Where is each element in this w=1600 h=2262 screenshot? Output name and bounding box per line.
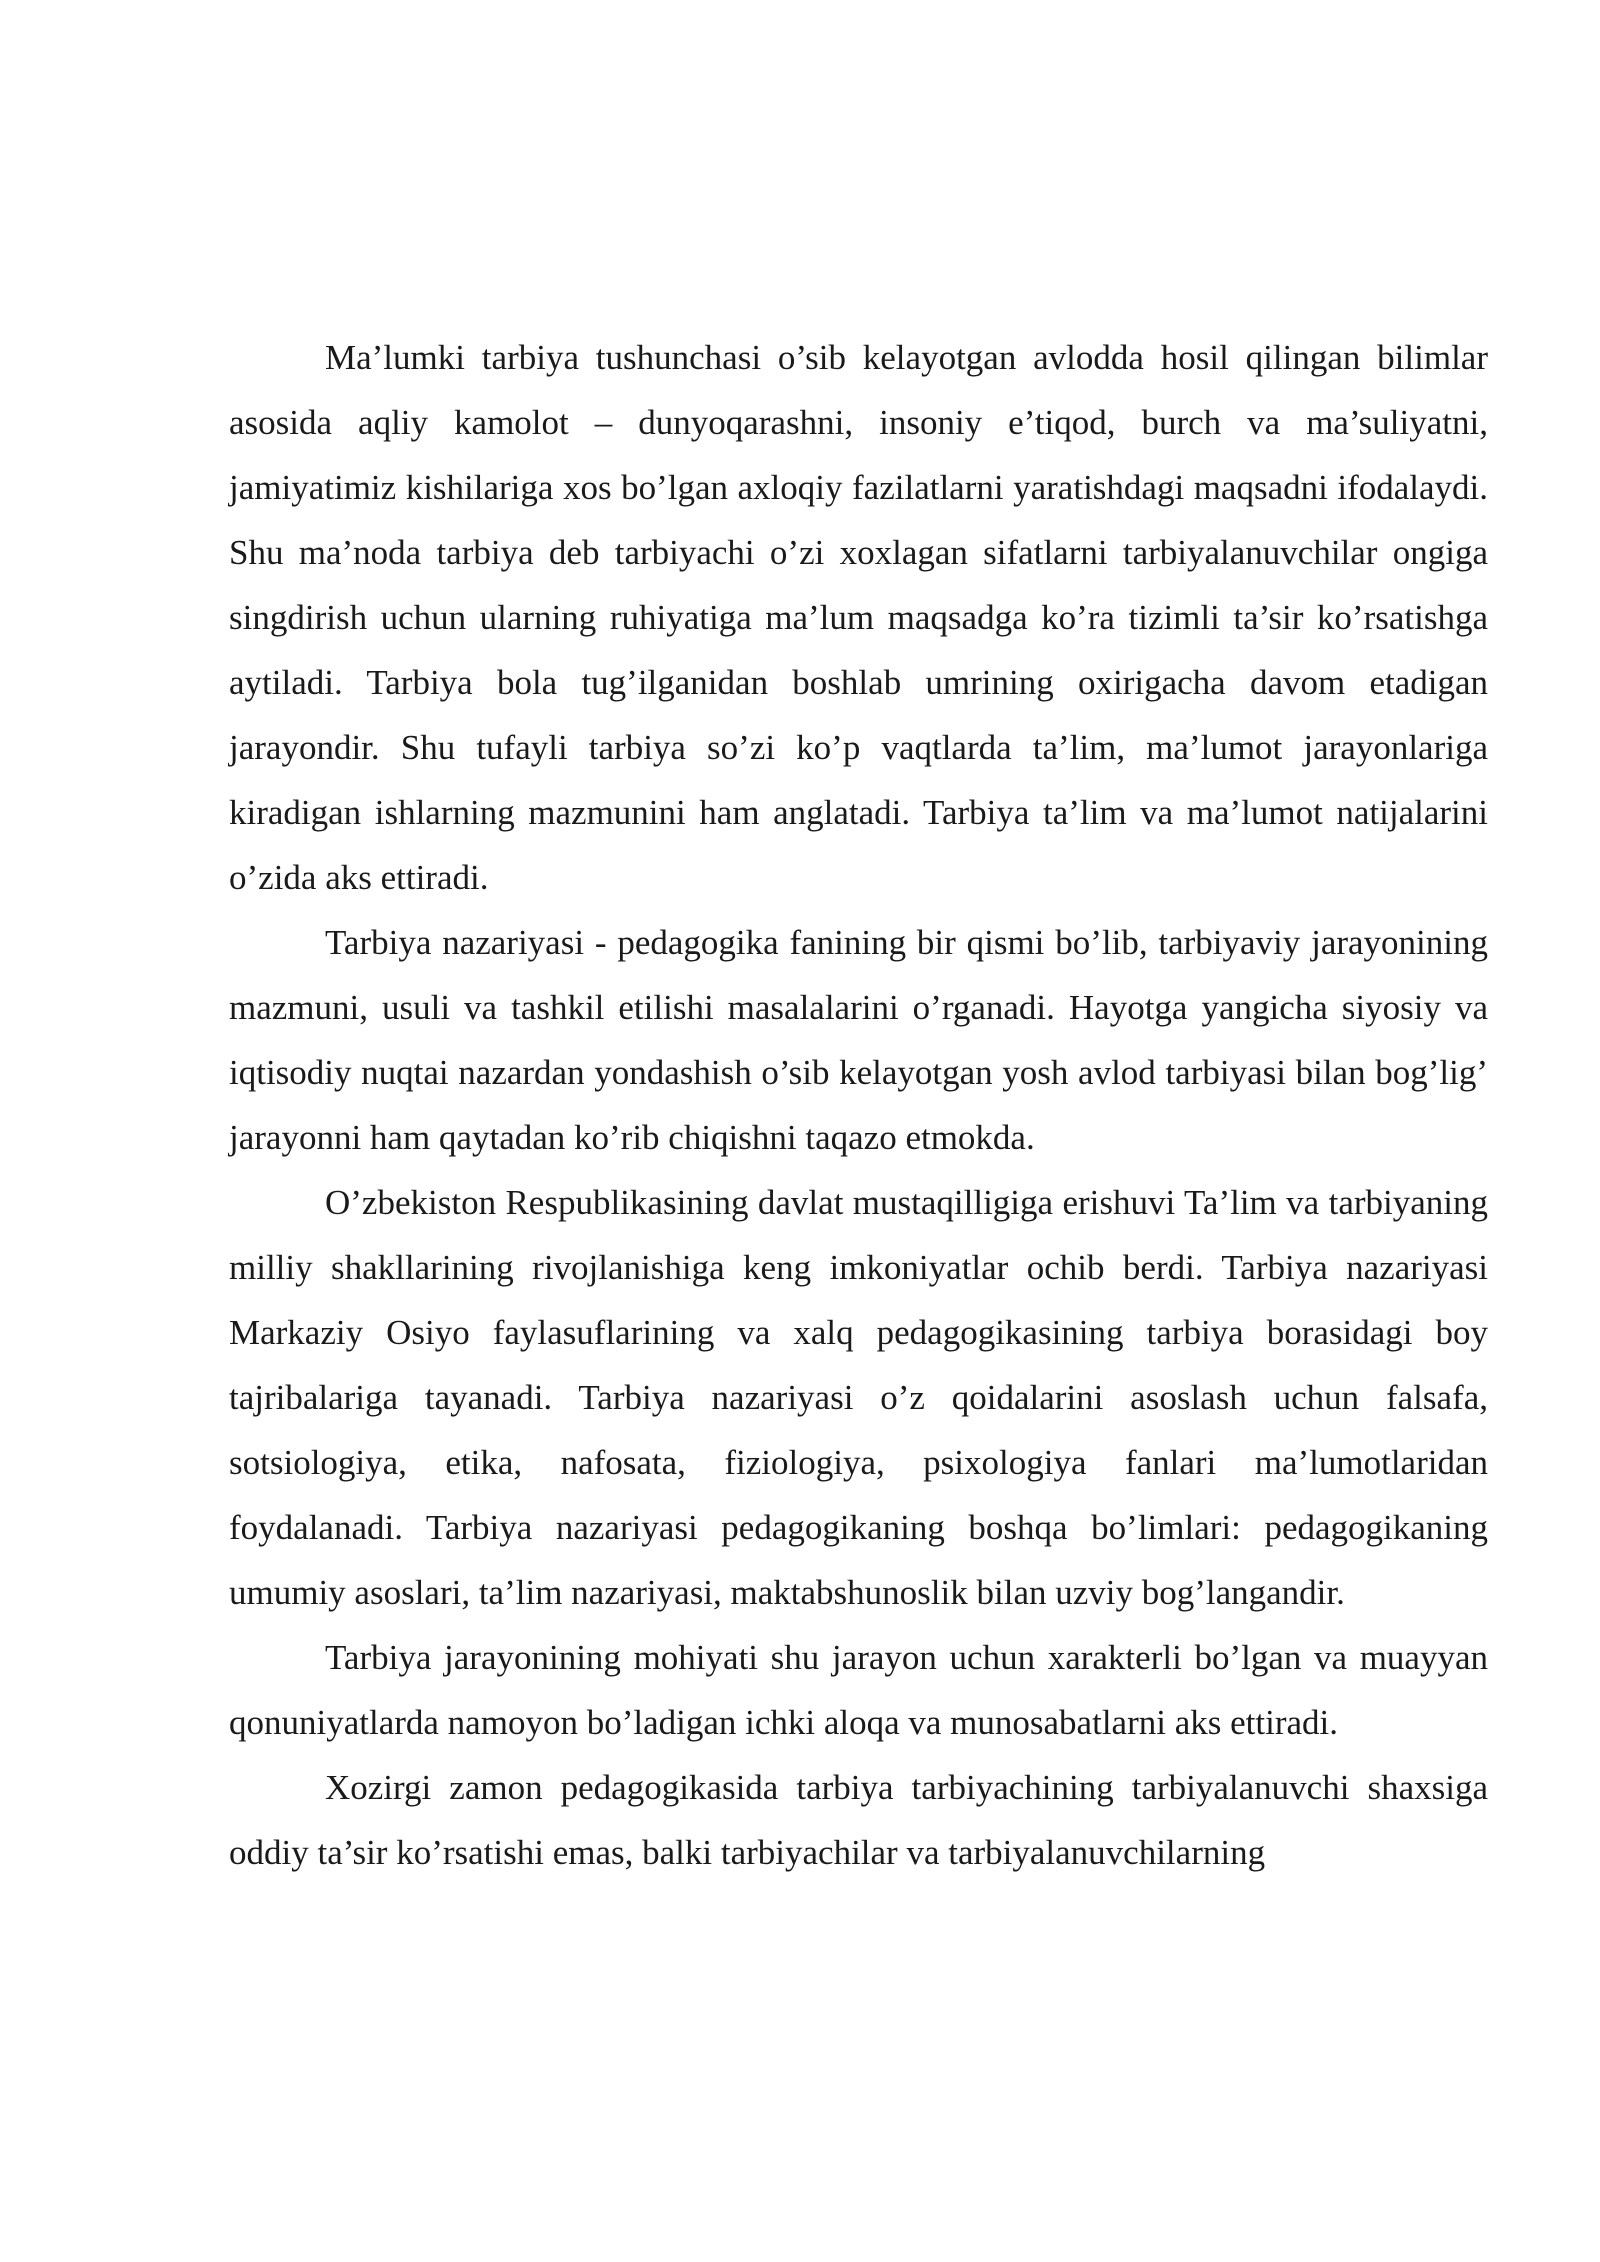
paragraph-5: Xozirgi zamon pedagogikasida tarbiya tarbiyachining tarbiyalanuvchi shaxsiga oddiy ta’sir ko’rsatishi emas, balki tarbiyachilar va tarbiyalanuvchilarning	[229, 1768, 1488, 1872]
paragraph-3: O’zbekiston Respublikasining davlat mustaqilligiga erishuvi Ta’lim va tarbiyaning milliy shakllarining rivojlanishiga keng imkoniyatlar ochib berdi. Tarbiya nazariyasi Markaziy Osiyo faylasuflarining va xalq pedagogikasining tarbiya borasidagi boy tajribalariga tayanadi. Tarbiya nazariyasi o’z qoidalarini asoslash uchun falsafa, sotsiologiya, etika, nafosata, fiziologiya, psixologiya fanlari ma’lumotlaridan foydalanadi. Tarbiya nazariyasi pedagogikaning boshqa bo’limlari: pedagogikaning umumiy asoslari, ta’lim nazariyasi, maktabshunoslik bilan uzviy bog’langandir.	[229, 1183, 1488, 1612]
paragraph-2: Tarbiya nazariyasi - pedagogika fanining bir qismi bo’lib, tarbiyaviy jarayonining mazmuni, usuli va tashkil etilishi masalalarini o’rganadi. Hayotga yangicha siyosiy va iqtisodiy nuqtai nazardan yondashish o’sib kelayotgan yosh avlod tarbiyasi bilan bog’lig’ jarayonni ham qaytadan ko’rib chiqishni taqazo etmokda.	[229, 923, 1488, 1157]
paragraph-1: Ma’lumki tarbiya tushunchasi o’sib kelayotgan avlodda hosil qilingan bilimlar asosida aqliy kamolot – dunyoqarashni, insoniy e’tiqod, burch va ma’suliyatni, jamiyatimiz kishilariga xos bo’lgan axloqiy fazilatlarni yaratishdagi maqsadni ifodalaydi. Shu ma’noda tarbiya deb tarbiyachi o’zi xoxlagan sifatlarni tarbiyalanuvchilar ongiga singdirish uchun ularning ruhiyatiga ma’lum maqsadga ko’ra tizimli ta’sir ko’rsatishga aytiladi. Tarbiya bola tug’ilganidan boshlab umrining oxirigacha davom etadigan jarayondir. Shu tufayli tarbiya so’zi ko’p vaqtlarda ta’lim, ma’lumot jarayonlariga kiradigan ishlarning mazmunini ham anglatadi. Tarbiya ta’lim va ma’lumot natijalarini o’zida aks ettiradi.	[229, 338, 1488, 897]
document-body	[229, 325, 1488, 1885]
paragraph-4: Tarbiya jarayonining mohiyati shu jarayon uchun xarakterli bo’lgan va muayyan qonuniyatlarda namoyon bo’ladigan ichki aloqa va munosabatlarni aks ettiradi.	[229, 1638, 1488, 1742]
